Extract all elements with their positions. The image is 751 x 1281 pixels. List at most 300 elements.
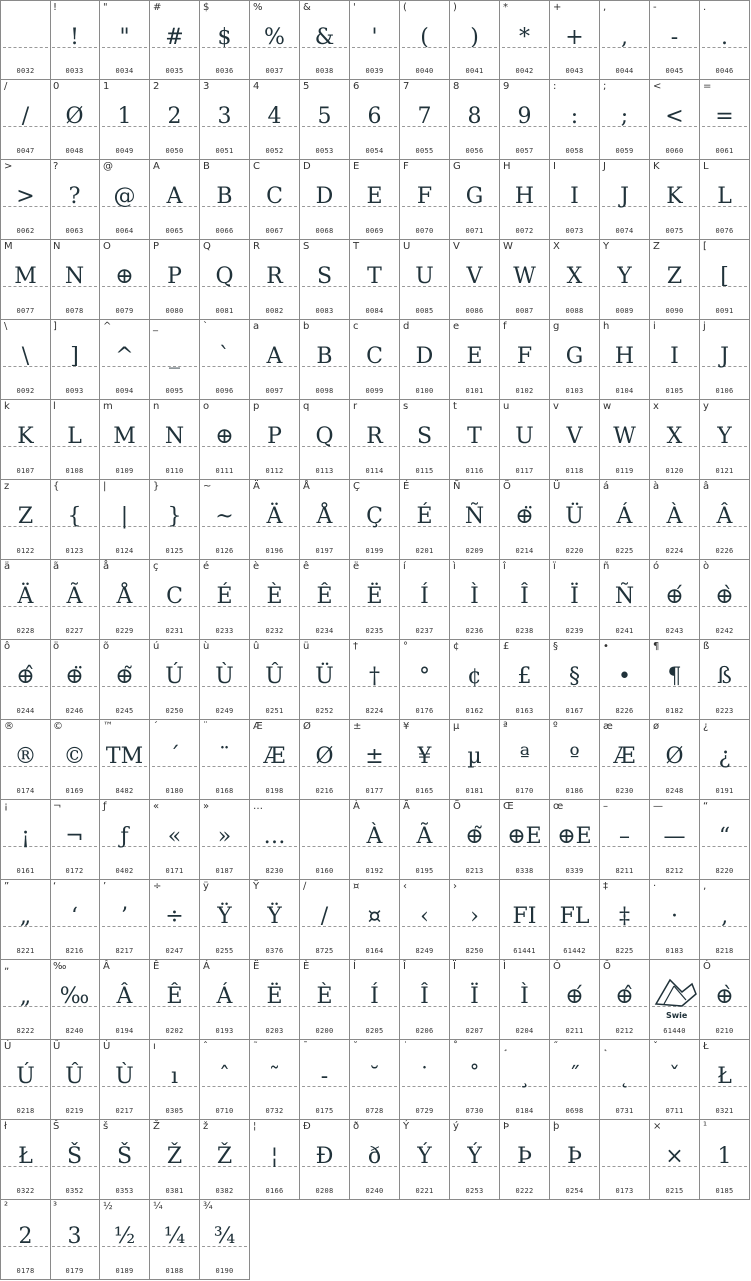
character-code: 0215 (665, 1187, 684, 1195)
character-code: 0104 (615, 387, 634, 395)
glyph-sample: K (666, 184, 683, 209)
glyph-cell (200, 400, 250, 480)
key-character: P (153, 241, 160, 252)
character-code: 0201 (415, 547, 434, 555)
key-character: Ü (553, 481, 561, 492)
glyph-cell (550, 880, 600, 960)
glyph-sample: — (663, 824, 686, 849)
glyph-sample: ‹ (420, 904, 429, 929)
glyph-sample: Ë (366, 584, 383, 609)
key-character: þ (553, 1121, 560, 1132)
glyph-sample: ´ (169, 744, 180, 769)
glyph-cell (600, 160, 650, 240)
glyph-cell (600, 880, 650, 960)
glyph-sample: ^ (115, 344, 134, 369)
glyph-cell (350, 640, 400, 720)
character-code: 61440 (663, 1027, 686, 1035)
glyph-cell (700, 1120, 750, 1200)
character-code: 0059 (615, 147, 634, 155)
character-code: 0197 (315, 547, 334, 555)
character-code: 0043 (565, 67, 584, 75)
key-character: q (303, 401, 310, 412)
glyph-cell (300, 560, 350, 640)
glyph-sample: Ü (315, 664, 334, 689)
glyph-cell (200, 320, 250, 400)
glyph-cell (450, 240, 500, 320)
glyph-cell (600, 240, 650, 320)
character-code: 0066 (215, 227, 234, 235)
glyph-cell (100, 320, 150, 400)
key-character: é (203, 561, 210, 572)
key-character: R (253, 241, 260, 252)
key-character: = (703, 81, 712, 92)
glyph-cell (650, 1120, 700, 1200)
key-character: ½ (103, 1201, 113, 1212)
glyph-cell (600, 800, 650, 880)
key-character: ı (153, 1041, 156, 1052)
glyph-cell (500, 400, 550, 480)
character-code: 0054 (365, 147, 384, 155)
glyph-cell (150, 0, 200, 80)
character-code: 0084 (365, 307, 384, 315)
glyph-cell (200, 560, 250, 640)
glyph-sample: T (367, 264, 382, 289)
glyph-sample: 5 (317, 104, 332, 129)
key-character: _ (153, 321, 158, 332)
glyph-cell (700, 160, 750, 240)
glyph-cell (50, 480, 100, 560)
character-code: 0039 (365, 67, 384, 75)
character-code: 0228 (16, 627, 35, 635)
glyph-sample: C (266, 184, 283, 209)
character-code: 61442 (563, 947, 586, 955)
glyph-sample: “ (718, 824, 731, 849)
character-code: 0161 (16, 867, 35, 875)
character-code: 0068 (315, 227, 334, 235)
glyph-cell (300, 240, 350, 320)
glyph-cell (50, 160, 100, 240)
glyph-sample: Ñ (464, 504, 485, 529)
character-code: 0168 (215, 787, 234, 795)
character-code: 0178 (16, 1267, 35, 1275)
glyph-sample: N (164, 424, 185, 449)
glyph-sample: P (167, 264, 182, 289)
glyph-sample: Ý (467, 1144, 482, 1169)
glyph-sample: D (315, 184, 334, 209)
glyph-cell (150, 1120, 200, 1200)
glyph-cell (350, 160, 400, 240)
glyph-sample: È (316, 984, 333, 1009)
character-code: 0208 (315, 1187, 334, 1195)
glyph-sample: [ (720, 264, 729, 289)
glyph-sample: ˝ (569, 1064, 580, 1089)
character-code: 0040 (415, 67, 434, 75)
glyph-sample: V (566, 424, 583, 449)
glyph-sample: ˛ (619, 1064, 630, 1089)
character-code: 0083 (315, 307, 334, 315)
character-code: 0075 (665, 227, 684, 235)
glyph-sample: 1 (117, 104, 132, 129)
glyph-cell (650, 0, 700, 80)
character-code: 0231 (165, 627, 184, 635)
key-character: ñ (603, 561, 610, 572)
character-code: 0086 (465, 307, 484, 315)
character-code: 0125 (165, 547, 184, 555)
character-code: 0048 (65, 147, 84, 155)
glyph-sample: • (618, 664, 631, 689)
key-character: Ø (303, 721, 311, 732)
character-code: 0339 (565, 867, 584, 875)
glyph-sample: £ (517, 664, 532, 689)
character-code: 0198 (265, 787, 284, 795)
glyph-sample: ⊕̂ (16, 664, 35, 689)
character-code: 0352 (65, 1187, 84, 1195)
glyph-cell (150, 720, 200, 800)
glyph-cell (0, 400, 51, 480)
character-code: 0102 (515, 387, 534, 395)
glyph-cell (600, 1120, 650, 1200)
glyph-sample: ¤ (367, 904, 382, 929)
character-code: 0101 (465, 387, 484, 395)
character-code: 0162 (465, 707, 484, 715)
glyph-sample: ! (70, 25, 79, 50)
glyph-cell (0, 240, 51, 320)
key-character: F (403, 161, 409, 172)
glyph-cell (450, 880, 500, 960)
key-character: ì (453, 561, 456, 572)
key-character: † (353, 641, 358, 652)
glyph-cell (350, 960, 400, 1040)
character-code: 0172 (65, 867, 84, 875)
glyph-cell (250, 640, 300, 720)
glyph-cell (500, 160, 550, 240)
glyph-cell (550, 800, 600, 880)
glyph-cell (250, 480, 300, 560)
glyph-sample: @ (113, 184, 136, 209)
character-code: 0035 (165, 67, 184, 75)
key-character: d (403, 321, 410, 332)
key-character: Ñ (453, 481, 461, 492)
glyph-sample: › (470, 904, 479, 929)
glyph-sample: ½ (113, 1224, 136, 1249)
glyph-sample: Š (116, 1144, 133, 1169)
glyph-cell (200, 960, 250, 1040)
character-code: 0238 (515, 627, 534, 635)
glyph-cell (650, 80, 700, 160)
character-code: 0402 (115, 867, 134, 875)
character-code: 0214 (515, 547, 534, 555)
glyph-sample: ⊕E (507, 824, 542, 849)
key-character: % (253, 2, 263, 13)
character-code: 0248 (665, 787, 684, 795)
glyph-cell (50, 80, 100, 160)
glyph-sample: B (316, 344, 333, 369)
glyph-cell (250, 400, 300, 480)
glyph-sample: Ê (166, 984, 183, 1009)
character-code: 0235 (365, 627, 384, 635)
glyph-cell (100, 640, 150, 720)
character-code: 0055 (415, 147, 434, 155)
glyph-sample: ⊕̂ (615, 984, 634, 1009)
glyph-cell (100, 720, 150, 800)
key-character: U (403, 241, 411, 252)
glyph-sample: ƒ (120, 824, 129, 849)
character-code: 0032 (16, 67, 35, 75)
glyph-cell (100, 1120, 150, 1200)
key-character: 7 (403, 81, 410, 92)
character-code: 0119 (615, 467, 634, 475)
glyph-sample: Å (116, 584, 133, 609)
character-code: 0192 (365, 867, 384, 875)
character-code: 0096 (215, 387, 234, 395)
key-character: } (153, 481, 160, 492)
key-character: ä (4, 561, 11, 572)
key-character: É (403, 481, 410, 492)
glyph-cell (150, 240, 200, 320)
glyph-sample: U (515, 424, 534, 449)
character-code: 0175 (315, 1107, 334, 1115)
glyph-cell (650, 400, 700, 480)
key-character: ˘ (353, 1041, 358, 1052)
glyph-cell (0, 320, 51, 400)
key-character: ž (203, 1121, 209, 1132)
character-code: 0067 (265, 227, 284, 235)
glyph-sample: ⊕́ (665, 584, 684, 609)
character-code: 0381 (165, 1187, 184, 1195)
key-character: Ö (503, 481, 511, 492)
glyph-cell (700, 480, 750, 560)
glyph-cell (0, 960, 51, 1040)
glyph-sample: º (569, 744, 580, 769)
key-character: " (103, 2, 108, 13)
character-code: 0191 (715, 787, 734, 795)
glyph-sample: Ê (316, 584, 333, 609)
glyph-cell (250, 720, 300, 800)
glyph-cell (100, 960, 150, 1040)
key-character: u (503, 401, 510, 412)
character-code: 0081 (215, 307, 234, 315)
key-character: ÷ (153, 881, 162, 892)
glyph-cell (250, 0, 300, 80)
character-code: 0321 (715, 1107, 734, 1115)
key-character: ¢ (453, 641, 460, 652)
character-code: 0209 (465, 547, 484, 555)
glyph-sample: Ł (18, 1144, 33, 1169)
character-code: 0189 (115, 1267, 134, 1275)
glyph-sample: U (415, 264, 434, 289)
key-character: 0 (53, 81, 60, 92)
key-character: e (453, 321, 460, 332)
key-character: V (453, 241, 460, 252)
glyph-cell (200, 480, 250, 560)
key-character: ó (653, 561, 660, 572)
glyph-cell (0, 800, 51, 880)
key-character: x (653, 401, 659, 412)
character-code: 0186 (565, 787, 584, 795)
key-character: Û (53, 1041, 61, 1052)
glyph-sample: ¼ (163, 1224, 186, 1249)
glyph-sample: Y (717, 424, 732, 449)
glyph-cell (450, 0, 500, 80)
glyph-cell (700, 240, 750, 320)
glyph-cell (200, 880, 250, 960)
glyph-sample: Ë (266, 984, 283, 1009)
character-code: 0210 (715, 1027, 734, 1035)
character-code: 0092 (16, 387, 35, 395)
key-character: ˛ (603, 1041, 608, 1052)
key-character: ˙ (403, 1041, 408, 1052)
character-code: 8221 (16, 947, 35, 955)
glyph-cell (400, 960, 450, 1040)
key-character: v (553, 401, 559, 412)
character-code: 0095 (165, 387, 184, 395)
key-character: ˜ (253, 1041, 258, 1052)
character-code: 0190 (215, 1267, 234, 1275)
glyph-cell (650, 640, 700, 720)
glyph-cell (400, 0, 450, 80)
character-code: 0200 (315, 1027, 334, 1035)
character-code: 0164 (365, 947, 384, 955)
character-code: 0111 (215, 467, 234, 475)
key-character: Q (203, 241, 211, 252)
glyph-cell (700, 800, 750, 880)
glyph-sample: N (64, 264, 85, 289)
glyph-sample: R (366, 424, 383, 449)
key-character: L (703, 161, 709, 172)
key-character: a (253, 321, 260, 332)
glyph-cell (200, 1200, 250, 1280)
glyph-sample: * (519, 25, 530, 50)
character-code: 0382 (215, 1187, 234, 1195)
glyph-sample: Y (617, 264, 632, 289)
key-character: * (503, 2, 508, 13)
character-code: 0240 (365, 1187, 384, 1195)
character-code: 0171 (165, 867, 184, 875)
key-character: Ô (603, 961, 611, 972)
character-code: 0053 (315, 147, 334, 155)
glyph-cell (550, 320, 600, 400)
glyph-cell (650, 960, 700, 1040)
character-code: 0174 (16, 787, 35, 795)
glyph-cell (400, 1120, 450, 1200)
glyph-cell (400, 640, 450, 720)
glyph-sample: M (14, 264, 37, 289)
glyph-cell (100, 800, 150, 880)
glyph-sample: … (263, 824, 286, 849)
character-code: 0176 (415, 707, 434, 715)
character-code: 0187 (215, 867, 234, 875)
glyph-cell (100, 1200, 150, 1280)
glyph-sample: R (266, 264, 283, 289)
key-character: p (253, 401, 260, 412)
character-code: 8230 (265, 867, 284, 875)
character-code: 0165 (415, 787, 434, 795)
key-character: Þ (503, 1121, 510, 1132)
glyph-cell (150, 960, 200, 1040)
key-character: – (603, 801, 608, 812)
glyph-cell (550, 1040, 600, 1120)
character-code: 0056 (465, 147, 484, 155)
character-code: 0094 (115, 387, 134, 395)
glyph-sample: × (665, 1144, 684, 1169)
glyph-cell (500, 1120, 550, 1200)
key-character: Ä (253, 481, 260, 492)
key-character: M (4, 241, 13, 252)
glyph-sample: Ý (417, 1144, 432, 1169)
key-character: Ÿ (253, 881, 260, 892)
key-character: ¼ (153, 1201, 163, 1212)
character-code: 0227 (65, 627, 84, 635)
glyph-sample: 8 (467, 104, 482, 129)
character-code: 0199 (365, 547, 384, 555)
glyph-cell (550, 640, 600, 720)
key-character: j (703, 321, 706, 332)
glyph-sample: Ü (565, 504, 584, 529)
character-code: 0047 (16, 147, 35, 155)
character-code: 61441 (513, 947, 536, 955)
glyph-cell (300, 400, 350, 480)
key-character: £ (503, 641, 510, 652)
key-character: ¥ (403, 721, 410, 732)
glyph-cell (100, 80, 150, 160)
key-character: r (353, 401, 358, 412)
glyph-sample: 7 (417, 104, 432, 129)
glyph-sample: E (366, 184, 383, 209)
character-code: 0244 (16, 707, 35, 715)
glyph-sample: 2 (167, 104, 182, 129)
glyph-cell (300, 880, 350, 960)
character-code: 0711 (665, 1107, 684, 1115)
glyph-cell (700, 560, 750, 640)
key-character: c (353, 321, 359, 332)
key-character: ¿ (703, 721, 709, 732)
glyph-cell (150, 80, 200, 160)
glyph-cell (0, 480, 51, 560)
character-code: 0182 (665, 707, 684, 715)
key-character: ‚ (703, 881, 707, 892)
key-character: ‘ (53, 881, 57, 892)
glyph-sample: Q (315, 424, 334, 449)
glyph-cell (700, 320, 750, 400)
glyph-sample: Å (316, 504, 333, 529)
glyph-cell (350, 480, 400, 560)
key-character: 8 (453, 81, 460, 92)
character-code: 0163 (515, 707, 534, 715)
glyph-sample: + (565, 25, 584, 50)
glyph-cell (350, 720, 400, 800)
character-code: 0305 (165, 1107, 184, 1115)
key-character: ¤ (353, 881, 360, 892)
character-code: 0114 (365, 467, 384, 475)
glyph-sample: Ì (520, 984, 529, 1009)
glyph-sample: % (264, 25, 285, 50)
character-code: 0184 (515, 1107, 534, 1115)
character-code: 0730 (465, 1107, 484, 1115)
glyph-cell (650, 160, 700, 240)
glyph-cell (200, 0, 250, 80)
glyph-sample: { (67, 504, 82, 529)
glyph-cell (700, 80, 750, 160)
glyph-sample: G (565, 344, 584, 369)
key-character: ô (4, 641, 11, 652)
key-character: Ë (253, 961, 260, 972)
character-code: 0160 (315, 867, 334, 875)
glyph-cell (250, 320, 300, 400)
glyph-sample: / (320, 904, 329, 929)
glyph-cell (300, 800, 350, 880)
character-code: 0241 (615, 627, 634, 635)
character-code: 0072 (515, 227, 534, 235)
